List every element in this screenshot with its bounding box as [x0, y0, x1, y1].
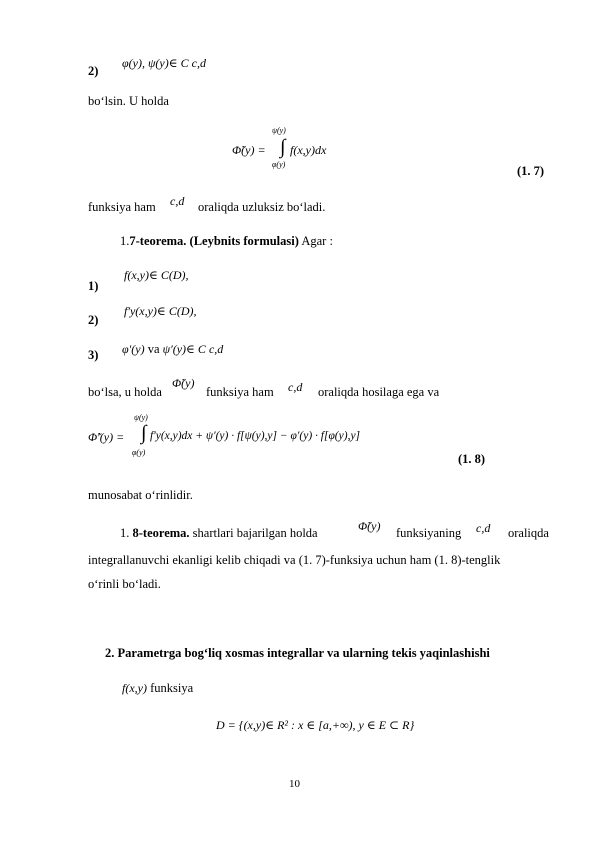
theorem-number: 1.	[120, 526, 130, 540]
formula-inline: f(x,y)	[122, 681, 147, 695]
equation-label: (1. 8)	[458, 452, 486, 466]
text-line: oraliqda uzluksiz bo‘ladi.	[198, 200, 326, 214]
item-number: 1)	[88, 279, 99, 293]
text-line: shartlari bajarilgan holda	[189, 526, 318, 540]
text-line: funksiyaning	[396, 526, 462, 540]
integral-lower-limit: φ(y)	[272, 160, 286, 169]
formula-inline: Φ̃(y)	[172, 376, 195, 390]
text-line: bo‘lsa, u holda	[88, 385, 162, 399]
formula-part: ψ′(y)∈ C c,d	[162, 342, 224, 356]
interval: c,d	[170, 194, 185, 208]
page-number: 10	[289, 778, 300, 790]
text-line: integrallanuvchi ekanligi kelib chiqadi va (1. 7)-funksiya uchun ham (1. 8)-tenglik	[88, 553, 501, 567]
text-line: oraliqda hosilaga ega va	[318, 385, 440, 399]
text-line: oraliqda	[508, 526, 549, 540]
equation-lhs: Φ̃′(y) =	[88, 430, 125, 444]
formula-condition: f(x,y)∈ C(D),	[124, 268, 189, 282]
conjunction: va	[144, 342, 163, 356]
domain-definition: D = {(x,y)∈ R² : x ∈ [a,+∞), y ∈ E ⊂ R}	[216, 718, 415, 732]
interval: c,d	[288, 380, 303, 394]
integral-upper-limit: ψ(y)	[134, 413, 148, 422]
integral-upper-limit: ψ(y)	[272, 126, 286, 135]
item-number: 2)	[88, 64, 99, 78]
formula-part: φ′(y)	[122, 342, 145, 356]
integrand: f(x,y)dx	[290, 143, 327, 157]
theorem-title: 7-teorema. (Leybnits formulasi)	[129, 234, 299, 248]
formula-condition: φ(y), ψ(y)∈ C c,d	[122, 56, 206, 70]
text-line: o‘rinli bo‘ladi.	[88, 577, 161, 591]
section-heading: 2. Parametrga bog‘liq xosmas integrallar va ularning tekis yaqinlashishi	[105, 646, 490, 660]
theorem-title: 8-teorema.	[132, 526, 190, 540]
item-number: 3)	[88, 348, 99, 362]
formula-condition: f′y(x,y)∈ C(D),	[124, 304, 197, 318]
theorem-tail: Agar :	[298, 234, 333, 248]
theorem-number: 1.	[120, 234, 130, 248]
text-line: funksiya ham	[206, 385, 274, 399]
theorem-header	[120, 234, 333, 249]
integral-sign: ∫	[280, 136, 286, 158]
equation-lhs: Φ̃(y) =	[232, 143, 266, 157]
formula-condition	[122, 342, 223, 357]
text-line: funksiya ham	[88, 200, 156, 214]
interval: c,d	[476, 521, 491, 535]
integral-sign: ∫	[141, 422, 147, 444]
equation-label: (1. 7)	[517, 164, 545, 178]
integrand: f′y(x,y)dx + ψ′(y) · f[ψ(y),y] − φ′(y) · f[φ(y),y]	[150, 430, 361, 442]
item-number: 2)	[88, 313, 99, 327]
text-fragment: funksiya	[146, 681, 194, 695]
formula-inline: Φ̃(y)	[358, 519, 381, 533]
integral-lower-limit: φ(y)	[132, 448, 146, 457]
text-line: bo‘lsin. U holda	[88, 94, 169, 108]
text-line	[122, 681, 193, 696]
theorem-header	[120, 526, 318, 541]
text-line: munosabat o‘rinlidir.	[88, 488, 193, 502]
